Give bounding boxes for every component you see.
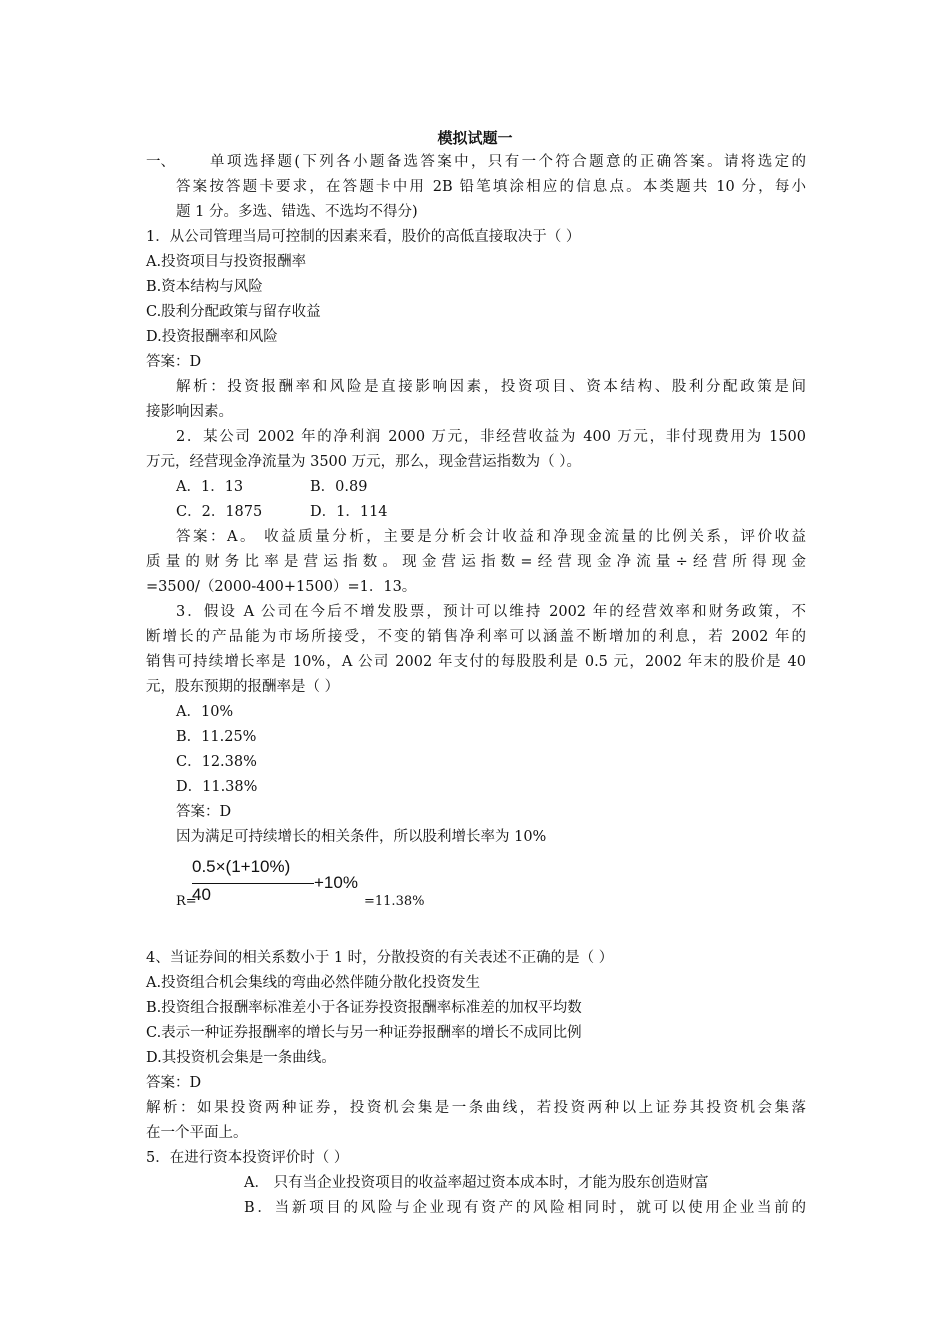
option-b: B．0.89 — [310, 479, 368, 495]
option-a: A．1．13 — [176, 479, 244, 495]
option-c: C.表示一种证券报酬率的增长与另一种证券报酬率的增长不成同比例 — [146, 1025, 582, 1041]
option-c: C．12.38% — [176, 754, 257, 770]
option-d: D．1．114 — [310, 504, 388, 520]
question-stem: 销售可持续增长率是 10%，A 公司 2002 年支付的每股股利是 0.5 元，2002 年末的股价是 40 — [146, 654, 806, 670]
question-stem: 万元，经营现金净流量为 3500 万元，那么，现金营运指数为（ ）。 — [146, 454, 581, 470]
question-stem: 2．某公司 2002 年的净利润 2000 万元，非经营收益为 400 万元，非付现费用为 1500 — [176, 429, 806, 445]
question-stem: 断增长的产品能为市场所接受，不变的销售净利率可以涵盖不断增加的利息，若 2002 年的 — [146, 629, 806, 645]
answer-line: 质量的财务比率是营运指数。现金营运指数=经营现金净流量÷经营所得现金 — [146, 554, 806, 570]
section-instruction-line: 单项选择题(下列各小题备选答案中，只有一个符合题意的正确答案。请将选定的 — [210, 154, 806, 170]
formula-numerator: 0.5×(1+10%) — [192, 857, 291, 876]
formula-plus-term: +10% — [314, 873, 358, 892]
option-d: D.投资报酬率和风险 — [146, 329, 278, 345]
page-title: 模拟试题一 — [437, 129, 513, 147]
option-b: B．11.25% — [176, 729, 257, 745]
section-instruction-line: 答案按答题卡要求，在答题卡中用 2B 铅笔填涂相应的信息点。本类题共 10 分，每小 — [176, 179, 806, 195]
question-stem: 3．假设 A 公司在今后不增发股票，预计可以维持 2002 年的经营效率和财务政策，不 — [176, 604, 806, 620]
option-a: A．10% — [176, 704, 234, 720]
option-d: D．11.38% — [176, 779, 258, 795]
section-number: 一、 — [146, 154, 175, 170]
option-c: C.股利分配政策与留存收益 — [146, 304, 321, 320]
option-c: C．2．1875 — [176, 504, 263, 520]
analysis-line: 接影响因素。 — [146, 404, 233, 420]
option-b: B．当新项目的风险与企业现有资产的风险相同时，就可以使用企业当前的 — [244, 1200, 806, 1216]
analysis-line: 在一个平面上。 — [146, 1125, 248, 1141]
option-a: A.投资组合机会集线的弯曲必然伴随分散化投资发生 — [146, 975, 481, 991]
answer-line: 答案：A。 收益质量分析，主要是分析会计收益和净现金流量的比例关系，评价收益 — [176, 529, 806, 545]
option-a: A.投资项目与投资报酬率 — [146, 254, 307, 270]
question-stem: 5．在进行资本投资评价时（ ） — [146, 1150, 349, 1166]
answer: 答案：D — [176, 804, 232, 820]
question-stem: 1．从公司管理当局可控制的因素来看，股价的高低直接取决于（ ） — [146, 229, 581, 245]
answer-line: =3500/（2000-400+1500）=1．13。 — [146, 579, 417, 595]
section-instruction-line: 题 1 分。多选、错选、不选均不得分) — [176, 204, 418, 220]
analysis-line: 解析：投资报酬率和风险是直接影响因素，投资项目、资本结构、股利分配政策是间 — [176, 379, 806, 395]
formula-result: =11.38% — [364, 894, 425, 909]
option-a: A． 只有当企业投资项目的收益率超过资本成本时，才能为股东创造财富 — [244, 1175, 709, 1191]
fraction-bar — [192, 883, 314, 884]
answer: 答案：D — [146, 354, 202, 370]
option-d: D.其投资机会集是一条曲线。 — [146, 1050, 336, 1066]
analysis-line: 解析：如果投资两种证券，投资机会集是一条曲线，若投资两种以上证券其投资机会集落 — [146, 1100, 806, 1116]
formula-prefix: R= — [176, 894, 197, 909]
answer: 答案：D — [146, 1075, 202, 1091]
formula-denominator: 40 — [192, 885, 211, 904]
option-b: B.投资组合报酬率标准差小于各证券投资报酬率标准差的加权平均数 — [146, 1000, 582, 1016]
option-b: B.资本结构与风险 — [146, 279, 263, 295]
question-stem: 元，股东预期的报酬率是（ ） — [146, 679, 340, 695]
explanation: 因为满足可持续增长的相关条件，所以股利增长率为 10% — [176, 829, 547, 845]
question-stem: 4、当证券间的相关系数小于 1 时，分散投资的有关表述不正确的是（ ） — [146, 950, 614, 966]
